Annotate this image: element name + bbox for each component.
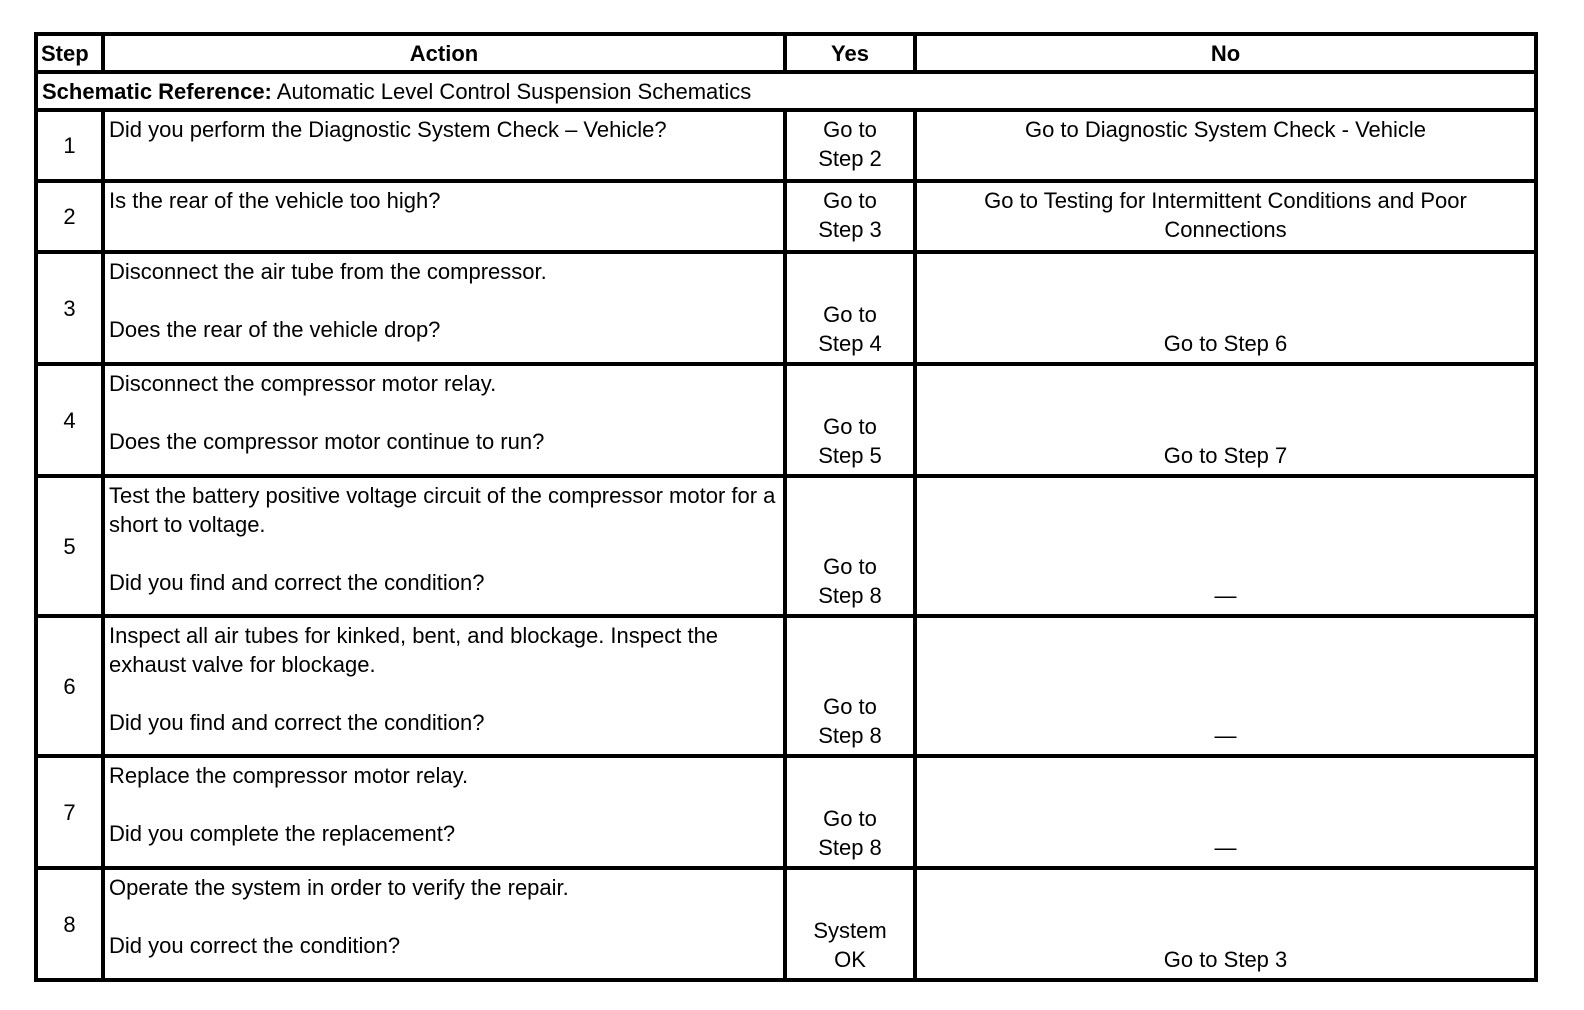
no-cell bbox=[915, 756, 1536, 868]
yes-text: Go to Step 8 bbox=[818, 806, 882, 860]
action-text: Is the rear of the vehicle too high? bbox=[109, 188, 441, 213]
action-text: Replace the compressor motor relay. bbox=[109, 763, 469, 788]
yes-text: Go to Step 4 bbox=[818, 302, 882, 356]
question-text: Did you find and correct the condition? bbox=[109, 570, 485, 595]
question-text: Does the compressor motor continue to run? bbox=[109, 429, 545, 454]
action-cell bbox=[103, 868, 785, 980]
action-cell bbox=[103, 476, 785, 616]
action-text: Test the battery positive voltage circuit of the compressor motor for a short to voltage. bbox=[109, 483, 776, 537]
action-cell bbox=[103, 110, 785, 181]
no-text: Go to Testing for Intermittent Conditions and Poor Connections bbox=[984, 188, 1467, 242]
yes-cell bbox=[785, 756, 915, 868]
diagnostic-table bbox=[34, 32, 1538, 982]
action-text: Operate the system in order to verify the repair. bbox=[109, 875, 569, 900]
no-text: Go to Step 6 bbox=[1163, 331, 1288, 356]
no-text: Go to Diagnostic System Check - Vehicle bbox=[1024, 117, 1427, 142]
yes-text: Go to Step 3 bbox=[818, 188, 882, 242]
yes-cell bbox=[785, 476, 915, 616]
step-number: 4 bbox=[36, 364, 103, 476]
step-number: 3 bbox=[36, 252, 103, 364]
step-number: 2 bbox=[36, 181, 103, 252]
table-row bbox=[36, 868, 1536, 980]
question-text: Does the rear of the vehicle drop? bbox=[109, 317, 441, 342]
schematic-reference-label: Schematic Reference: bbox=[42, 78, 272, 104]
action-cell bbox=[103, 616, 785, 756]
yes-cell bbox=[785, 110, 915, 181]
yes-cell bbox=[785, 364, 915, 476]
table-row bbox=[36, 364, 1536, 476]
header-action: Action bbox=[103, 34, 785, 72]
table-row bbox=[36, 110, 1536, 181]
question-text: Did you complete the replacement? bbox=[109, 821, 456, 846]
action-cell bbox=[103, 364, 785, 476]
no-cell bbox=[915, 110, 1536, 181]
action-cell bbox=[103, 252, 785, 364]
no-cell bbox=[915, 252, 1536, 364]
no-text: — bbox=[1214, 723, 1237, 748]
action-text: Disconnect the air tube from the compressor. bbox=[109, 259, 547, 284]
action-text: Disconnect the compressor motor relay. bbox=[109, 371, 497, 396]
no-cell bbox=[915, 868, 1536, 980]
question-text: Did you correct the condition? bbox=[109, 933, 401, 958]
no-cell bbox=[915, 181, 1536, 252]
action-cell bbox=[103, 181, 785, 252]
action-text: Did you perform the Diagnostic System Check – Vehicle? bbox=[109, 117, 667, 142]
schematic-reference-text: Automatic Level Control Suspension Schematics bbox=[271, 78, 752, 104]
step-number: 6 bbox=[36, 616, 103, 756]
step-number: 8 bbox=[36, 868, 103, 980]
action-text: Inspect all air tubes for kinked, bent, and blockage. Inspect the exhaust valve for blockage. bbox=[109, 623, 719, 677]
header-yes: Yes bbox=[785, 34, 915, 72]
no-cell bbox=[915, 616, 1536, 756]
table-row bbox=[36, 616, 1536, 756]
question-text: Did you find and correct the condition? bbox=[109, 710, 485, 735]
step-number: 7 bbox=[36, 756, 103, 868]
yes-cell bbox=[785, 868, 915, 980]
no-cell bbox=[915, 364, 1536, 476]
table-row bbox=[36, 252, 1536, 364]
table-header-row bbox=[36, 34, 1536, 72]
yes-cell bbox=[785, 181, 915, 252]
schematic-reference bbox=[36, 72, 1536, 110]
yes-text: Go to Step 8 bbox=[818, 694, 882, 748]
header-step: Step bbox=[36, 34, 103, 72]
yes-cell bbox=[785, 616, 915, 756]
yes-text: Go to Step 5 bbox=[818, 414, 882, 468]
table-row bbox=[36, 756, 1536, 868]
schematic-reference-row bbox=[36, 72, 1536, 110]
no-text: Go to Step 3 bbox=[1163, 947, 1288, 972]
yes-text: System OK bbox=[813, 918, 887, 972]
table-row bbox=[36, 476, 1536, 616]
step-number: 1 bbox=[36, 110, 103, 181]
yes-cell bbox=[785, 252, 915, 364]
no-cell bbox=[915, 476, 1536, 616]
no-text: — bbox=[1214, 583, 1237, 608]
step-number: 5 bbox=[36, 476, 103, 616]
yes-text: Go to Step 8 bbox=[818, 554, 882, 608]
action-cell bbox=[103, 756, 785, 868]
yes-text: Go to Step 2 bbox=[818, 117, 882, 171]
no-text: Go to Step 7 bbox=[1163, 443, 1288, 468]
table-row bbox=[36, 181, 1536, 252]
header-no: No bbox=[915, 34, 1536, 72]
no-text: — bbox=[1214, 835, 1237, 860]
